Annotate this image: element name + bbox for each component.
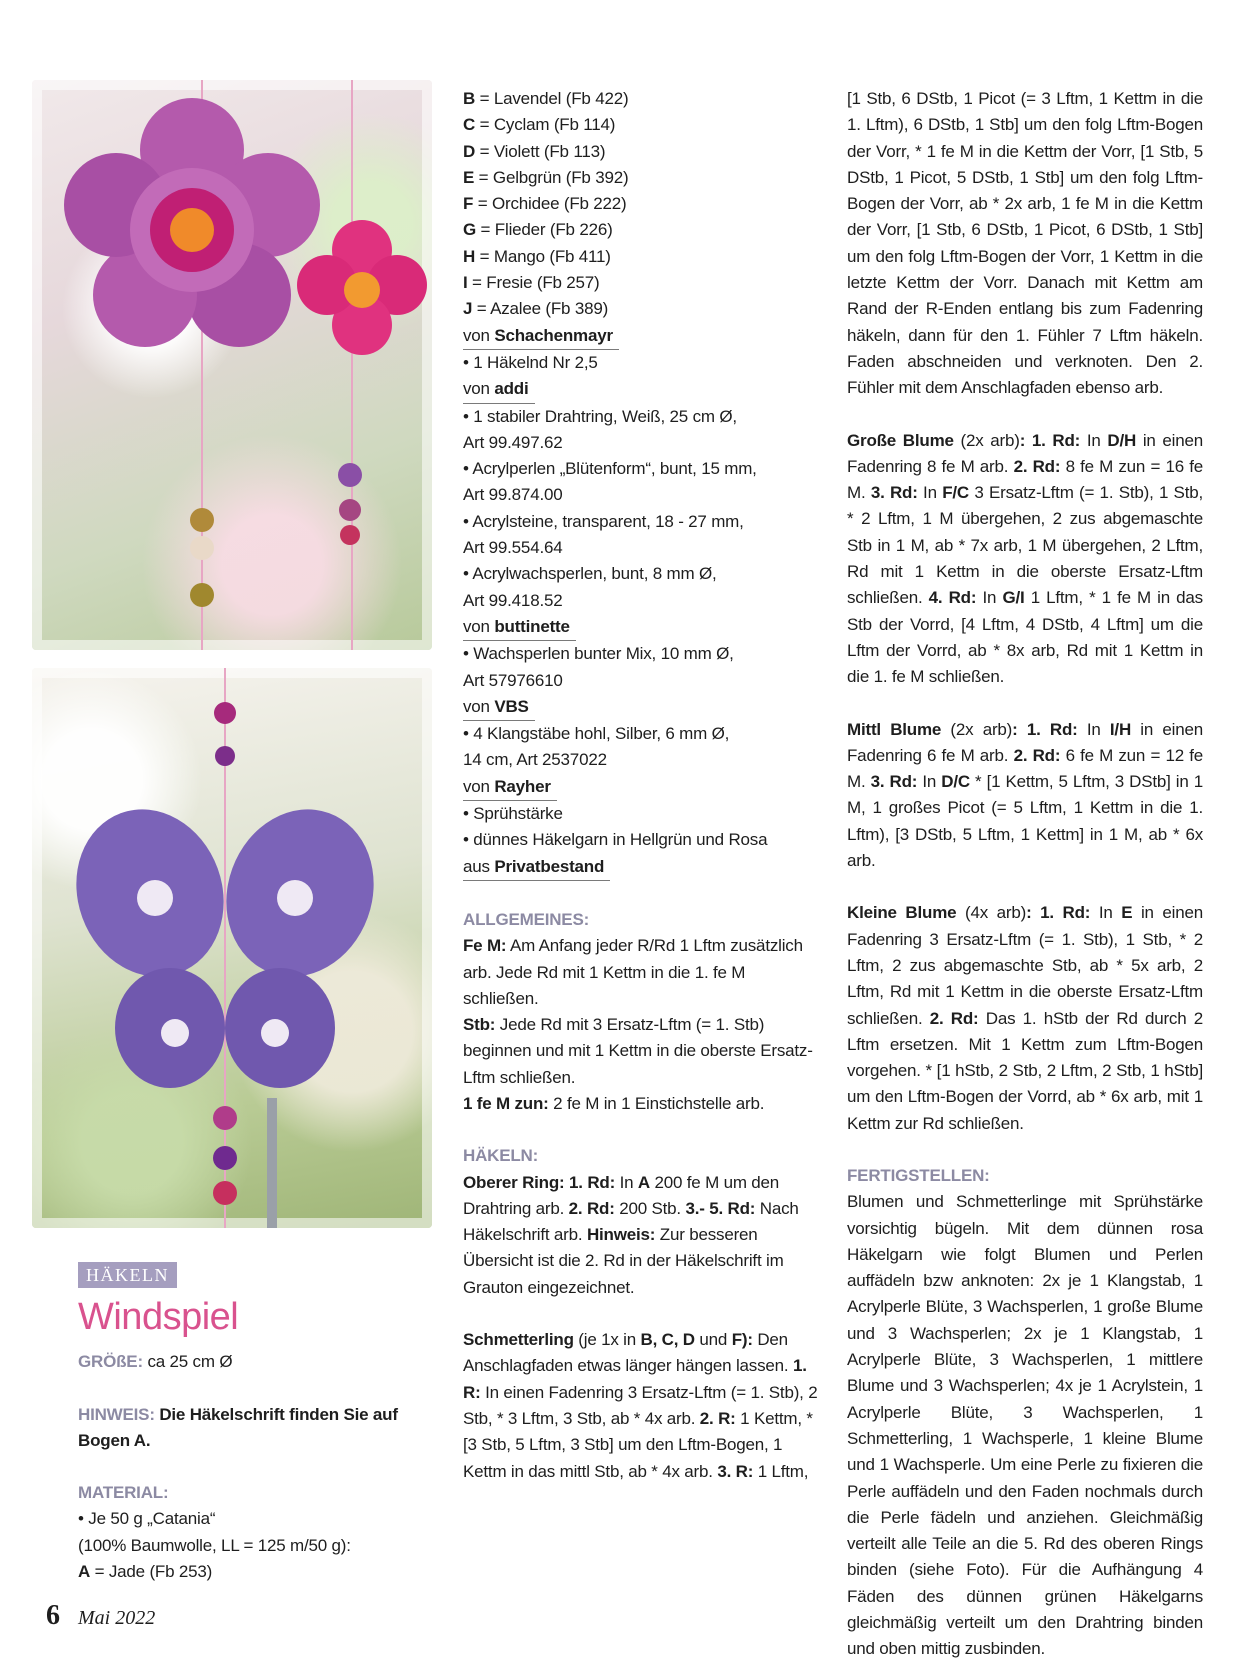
supplier-line: von VBS bbox=[463, 694, 535, 721]
color-line: J = Azalee (Fb 389) bbox=[463, 299, 609, 319]
material-and-instructions-column bbox=[463, 86, 819, 1485]
supplier-line: aus Privatbestand bbox=[463, 854, 610, 881]
supplier-line: von Schachenmayr bbox=[463, 323, 619, 350]
material-item: Art 99.874.00 bbox=[463, 485, 563, 505]
page-title: Windspiel bbox=[78, 1296, 239, 1339]
category-tag: HÄKELN bbox=[78, 1262, 177, 1288]
color-line: D = Violett (Fb 113) bbox=[463, 141, 606, 161]
supplier-line: von buttinette bbox=[463, 614, 576, 641]
butterfly-instructions: Schmetterling (je 1x in B, C, D und F): Den Anschlagfaden etwas länger hängen lassen. 1. R: In einen Fadenring 3 Ersatz-Lftm (= 1. Stb), 2 Stb, * 3 Lftm, 3 Stb, ab * 4x arb. 2. R: 1 Kettm, * [3 Stb, 5 Lftm, 3 Stb] um den Lftm-Bogen, 1 Kettm in das mittl Stb, ab * 4x arb. 3. R: 1 Lftm, bbox=[463, 1330, 818, 1481]
flower-mobile-photo bbox=[32, 80, 432, 650]
material-item: 14 cm, Art 2537022 bbox=[463, 750, 607, 770]
size-line: GRÖßE: ca 25 cm Ø bbox=[78, 1352, 233, 1372]
color-line: C = Cyclam (Fb 114) bbox=[463, 115, 616, 135]
crochet-butterfly-mobile-icon bbox=[32, 668, 432, 1228]
page-footer bbox=[46, 1600, 155, 1632]
upper-ring-instructions: Oberer Ring: 1. Rd: In A 200 fe M um den Drahtring arb. 2. Rd: 200 Stb. 3.- 5. Rd: Nach Häkelschrift arb. Hinweis: Zur besseren Übersicht ist die 2. Rd in der Häkelschrift im Grauton eingezeichnet. bbox=[463, 1172, 799, 1297]
section-heading: FERTIGSTELLEN: bbox=[847, 1165, 990, 1185]
butterfly-mobile-photo bbox=[32, 668, 432, 1228]
material-item: • 1 stabiler Drahtring, Weiß, 25 cm Ø, bbox=[463, 406, 737, 426]
material-item: • Acrylwachsperlen, bunt, 8 mm Ø, bbox=[463, 564, 717, 584]
material-item: Art 99.418.52 bbox=[463, 590, 563, 610]
material-item: • 1 Häkelnd Nr 2,5 bbox=[463, 352, 598, 372]
section-heading: ALLGEMEINES: bbox=[463, 909, 590, 929]
material-item: • dünnes Häkelgarn in Hellgrün und Rosa bbox=[463, 830, 768, 850]
material-item: Art 57976610 bbox=[463, 670, 563, 690]
color-line: A = Jade (Fb 253) bbox=[78, 1562, 213, 1582]
supplier-line: von Rayher bbox=[463, 774, 557, 801]
general-fem: Fe M: Am Anfang jeder R/Rd 1 Lftm zusätzlich arb. Jede Rd mit 1 Kettm in die 1. fe M schließen. bbox=[463, 936, 803, 1008]
supplier-line: von addi bbox=[463, 376, 535, 403]
color-line: G = Flieder (Fb 226) bbox=[463, 220, 613, 240]
material-item: Art 99.554.64 bbox=[463, 538, 563, 558]
finishing-instructions: Blumen und Schmetterlinge mit Sprühstärke vorsichtig bügeln. Mit dem dünnen rosa Häkelgarn wie folgt Blumen und Perlen auffädeln bzw anknoten: 2x je 1 Klangstab, 1 Acrylperle Blüte, 3 Wachsperlen, 1 große Blume und 3 Wachsperlen; 2x je 1 Klangstab, 1 Acrylperle Blüte, 3 Wachsperlen, 1 mittlere Blume und 3 Wachsperlen; 4x je 1 Acrylstein, 1 Acrylperle Blüte, 3 Wachsperlen, 1 Schmetterling, 1 Wachsperle, 1 kleine Blume und 1 Wachsperle. Um eine Perle zu fixieren die Perle auffädeln und den Faden nochmals durch die Perle fädeln und anziehen. Gleichmäßig verteilt alle Teile an die 5. Rd des oberen Rings binden (siehe Foto). Für die Aufhängung 4 Fäden des dünnen grünen Häkelgarns gleichmäßig verteilt um den Drahtring binden und oben mittig zusbinden. bbox=[847, 1192, 1203, 1659]
color-line: H = Mango (Fb 411) bbox=[463, 246, 611, 266]
middle-flower-instructions: Mittl Blume (2x arb): 1. Rd: In I/H in einen Fadenring 6 fe M arb. 2. Rd: 6 fe M zun = 12 fe M. 3. Rd: In D/C * [1 Kettm, 5 Lftm, 3 DStb] in 1 M, 1 großes Picot (= 5 Lftm, 1 Kettm in die 1. Lftm), [3 DStb, 5 Lftm, 1 Kettm] in 1 M, ab * 6x arb. bbox=[847, 719, 1203, 871]
material-item: (100% Baumwolle, LL = 125 m/50 g): bbox=[78, 1535, 351, 1555]
color-line: B = Lavendel (Fb 422) bbox=[463, 89, 629, 108]
material-item: Art 99.497.62 bbox=[463, 432, 563, 452]
material-item: • Acrylsteine, transparent, 18 - 27 mm, bbox=[463, 511, 744, 531]
big-flower-instructions: Große Blume (2x arb): 1. Rd: In D/H in einen Fadenring 8 fe M arb. 2. Rd: 8 fe M zun = 16 fe M. 3. Rd: In F/C 3 Ersatz-Lftm (= 1. Stb), 1 Stb, * 2 Lftm, 1 M übergehen, 2 zus abgemaschte Stb in 1 M, ab * 7x arb, 1 M übergehen, 2 Lftm, Rd mit 1 Kettm in die oberste Ersatz-Lftm schließen. 4. Rd: In G/I 1 Lftm, * 1 fe M in das Stb der Vorrd, [4 Lftm, 4 DStb, 4 Lftm] um die Lftm der Vorrd, ab * 8x arb, Rd mit 1 Kettm in die 1. fe M schließen. bbox=[847, 430, 1204, 687]
page-number: 6 bbox=[46, 1600, 60, 1631]
material-item: • Sprühstärke bbox=[463, 804, 563, 824]
material-item: • Wachsperlen bunter Mix, 10 mm Ø, bbox=[463, 644, 734, 664]
material-heading: MATERIAL: bbox=[78, 1483, 169, 1503]
section-heading: HÄKELN: bbox=[463, 1146, 539, 1166]
color-line: I = Fresie (Fb 257) bbox=[463, 273, 600, 293]
general-increase: 1 fe M zun: 2 fe M in 1 Einstichstelle arb. bbox=[463, 1093, 765, 1113]
color-line: E = Gelbgrün (Fb 392) bbox=[463, 167, 629, 187]
material-item: • Je 50 g „Catania“ bbox=[78, 1509, 216, 1529]
instructions-column bbox=[847, 86, 1203, 1663]
general-stb: Stb: Jede Rd mit 3 Ersatz-Lftm (= 1. Stb) beginnen und mit 1 Kettm in die oberste Ersatz-Lftm schließen. bbox=[463, 1015, 813, 1087]
color-line: F = Orchidee (Fb 222) bbox=[463, 194, 627, 214]
issue-date: Mai 2022 bbox=[78, 1607, 156, 1629]
hint-line: HINWEIS: Die Häkelschrift finden Sie auf Bogen A. bbox=[78, 1404, 398, 1450]
small-flower-instructions: Kleine Blume (4x arb): 1. Rd: In E in einen Fadenring 3 Ersatz-Lftm (= 1. Stb), 1 Stb, * 2 Lftm, 2 zus abgemaschte Stb, ab * 5x arb, 2 Lftm, Rd mit 1 Kettm in die oberste Ersatz-Lftm schließen. 2. Rd: Das 1. hStb der Rd durch 2 Lftm ersetzen. Mit 1 Kettm zum Lftm-Bogen vorgehen. * [1 hStb, 2 Stb, 2 Lftm, 2 Stb, 1 hStb] um den Lftm-Bogen der Vorrd, ab * 6x arb, mit 1 Kettm zur Rd schließen. bbox=[847, 903, 1204, 1133]
crochet-flower-mobile-icon bbox=[32, 80, 432, 650]
butterfly-instructions-continued: [1 Stb, 6 DStb, 1 Picot (= 3 Lftm, 1 Kettm in die 1. Lftm), 6 DStb, 1 Stb] um den folg Lftm-Bogen der Vorr, * 1 fe M in die Kettm der Vorr, [1 Stb, 5 DStb, 1 Picot, 5 DStb, 1 Stb] um den folg Lftm-Bogen der Vorr, ab * 2x arb, 1 fe M in die Kettm der Vorr, [1 Stb, 6 DStb, 1 Picot, 6 DStb, 1 Stb] um den folg Lftm-Bogen der Vorr, 1 Kettm in die letzte Kettm der Vorr. Danach mit Kettm am Rand der R-Enden entlang bis zum Fadenring häkeln, dann für den 1. Fühler 7 Lftm häkeln. Faden abschneiden und verknoten. Den 2. Fühler mit dem Anschlagfaden ebenso arb. bbox=[847, 89, 1203, 398]
material-item: • 4 Klangstäbe hohl, Silber, 6 mm Ø, bbox=[463, 724, 730, 744]
material-item: • Acrylperlen „Blütenform“, bunt, 15 mm, bbox=[463, 459, 757, 479]
article-intro bbox=[78, 1262, 438, 1585]
